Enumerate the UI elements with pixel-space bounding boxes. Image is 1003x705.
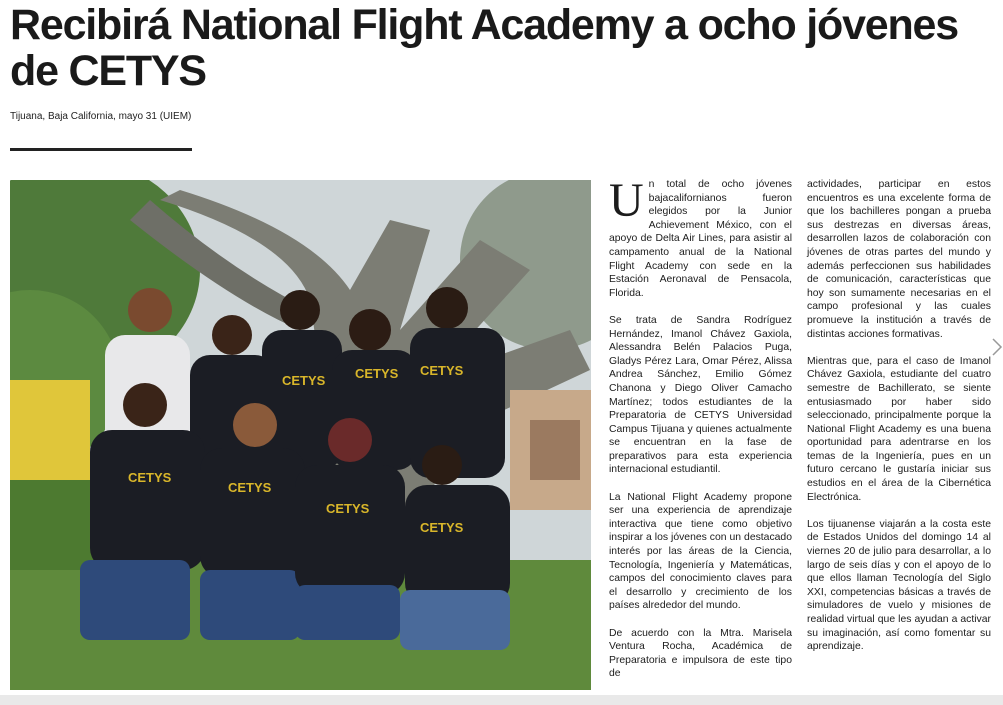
sweatshirt-logo: CETYS [128, 470, 172, 485]
sweatshirt-logo: CETYS [326, 501, 370, 516]
article-column-1 [609, 174, 792, 695]
article-column-2 [807, 178, 991, 667]
paragraph: De acuerdo con la Mtra. Marisela Ventura Rocha, Académica de Preparatoria e impulsora de este tipo de [609, 627, 792, 680]
dropcap: U [609, 174, 644, 227]
sweatshirt-logo: CETYS [420, 363, 464, 378]
group-photo [10, 180, 591, 690]
paragraph: Se trata de Sandra Rodríguez Hernández, Imanol Chávez Gaxiola, Alessandra Belén Palacios Puga, Gladys Pérez Lara, Omar Pérez, Alissa Andrea Sánchez, Emilio Gómez Chanona y Diego Oliver Camacho Martínez; todos estudiantes de la Preparatoria de CETYS Universidad Campus Tijuana y quienes actualmente se encuentran en la fase de preparativos para esta experiencia internacional estudiantil. [609, 314, 792, 476]
headline: Recibirá National Flight Academy a ocho jóvenes de CETYS [10, 1, 958, 95]
scissors-icon [991, 338, 1003, 356]
sweatshirt-logo: CETYS [420, 520, 464, 535]
paragraph: Mientras que, para el caso de Imanol Chávez Gaxiola, estudiante del cuatro semestre de Bachillerato, se siente entusiasmado por haber sido seleccionado, principalmente porque la National Flight Academy es una buena oportunidad para adentrarse en los temas de la Ingeniería, pues en un futuro cercano le gustaría iniciar sus estudios en el área de la Cibernética Electrónica. [807, 355, 991, 503]
sweatshirt-logo: CETYS [355, 366, 399, 381]
sweatshirt-logo: CETYS [228, 480, 272, 495]
paragraph: Los tijuanense viajarán a la costa este de Estados Unidos del domingo 14 al viernes 20 de julio para desarrollar, a lo largo de seis días y con el apoyo de lo que ellos llaman Tecnología del Siglo XXI, competencias básicas a través de simuladores de vuelo y misiones de realidad virtual que les ayudan a activar su imaginación, así como fomentar su aprendizaje. [807, 518, 991, 653]
paragraph: La National Flight Academy propone ser una experiencia de aprendizaje interactiva que tiene como objetivo inspirar a los jóvenes con un destacado interés por las áreas de la Ciencia, Tecnología, Ingeniería y Matemáticas, campos del conocimiento claves para el desarrollo y crecimiento de los países alrededor del mundo. [609, 491, 792, 612]
paragraph: Un total de ocho jóvenes bajacalifornianos fueron elegidos por la Junior Achievement México, con el apoyo de Delta Air Lines, para asistir al campamento anual de la National Flight Academy con sede en la Estación Aeronaval de Pensacola, Florida. [609, 174, 792, 299]
paragraph: actividades, participar en estos encuentros es una excelente forma de que los bachilleres pongan a prueba sus destrezas en diversas áreas, desarrollen lazos de colaboración con jóvenes de otras partes del mundo y además perfeccionen sus habilidades de comunicación, características que hoy son sumamente necesarias en el campo profesional y las cuales promueve la institución a través de distintas acciones formativas. [807, 179, 991, 340]
headline-rule [10, 148, 192, 151]
sweatshirt-logo: CETYS [282, 373, 326, 388]
bottom-toolbar [0, 695, 1003, 705]
dateline: Tijuana, Baja California, mayo 31 (UIEM) [10, 111, 192, 122]
